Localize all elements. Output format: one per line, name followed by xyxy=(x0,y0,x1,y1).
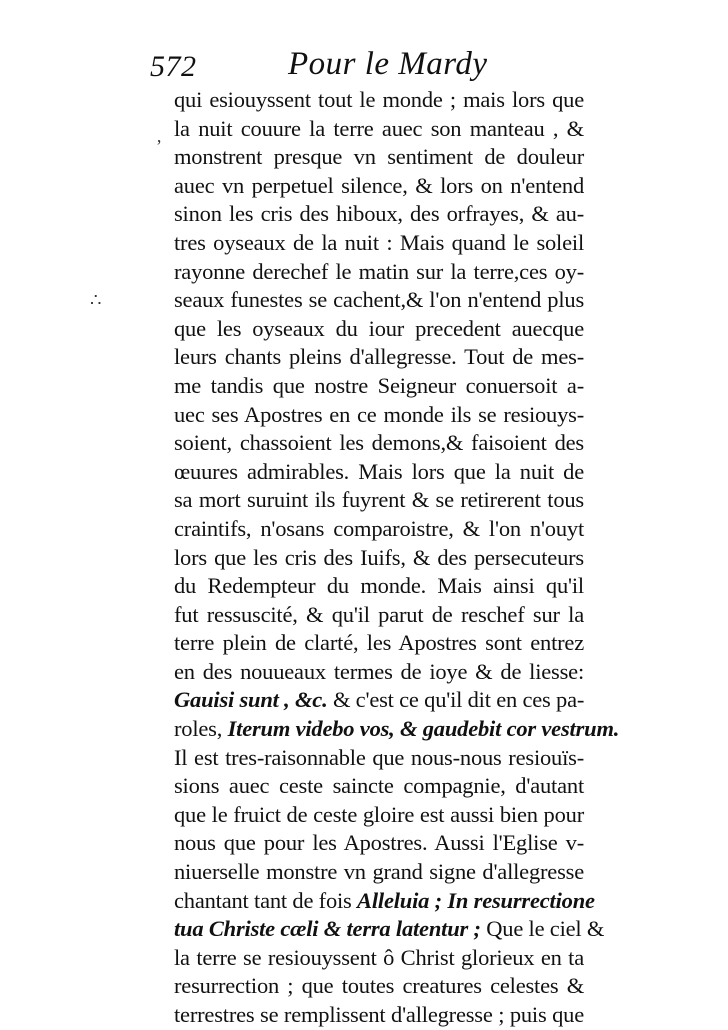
text-line: seaux funestes se cachent,& l'on n'entend plus xyxy=(174,287,584,313)
text-line: la nuit couure la terre auec son manteau , & xyxy=(174,115,584,141)
text-line: sa mort suruint ils fuyrent & se retirerent tous xyxy=(174,487,584,513)
text-line: niuerselle monstre vn grand signe d'allegresse xyxy=(174,859,584,885)
text-line: œuures admirables. Mais lors que la nuit de xyxy=(174,458,584,484)
text-line xyxy=(174,887,595,916)
text-line: que les oyseaux du iour precedent auecque xyxy=(174,315,584,341)
text-line: sinon les cris des hiboux, des orfrayes, & au- xyxy=(174,201,584,227)
line-roman-text: Que le ciel & xyxy=(480,916,605,942)
text-line: sions auec ceste saincte compagnie, d'autant xyxy=(174,773,584,799)
text-line xyxy=(174,715,620,744)
text-line xyxy=(174,915,605,944)
text-line: auec vn perpetuel silence, & lors on n'entend xyxy=(174,172,584,198)
text-line: uec ses Apostres en ce monde ils se resiouys- xyxy=(174,401,584,427)
text-line: terrestres se remplissent d'allegresse ; puis que xyxy=(174,1002,584,1027)
margin-mark: ʼ xyxy=(156,136,162,156)
margin-mark: ∴ xyxy=(90,290,102,310)
line-roman-text: chantant tant de fois xyxy=(174,887,358,913)
text-line: monstrent presque vn sentiment de douleur xyxy=(174,144,584,170)
line-roman-text: & c'est ce qu'il dit en ces pa- xyxy=(327,687,585,713)
latin-quotation: Alleluia ; In resurrectione xyxy=(357,887,595,913)
text-line xyxy=(174,686,584,715)
text-line: leurs chants pleins d'allegresse. Tout de mes- xyxy=(174,344,584,370)
text-line: terre plein de clarté, les Apostres sont entrez xyxy=(174,630,584,656)
text-line: Il est tres-raisonnable que nous-nous resiouïs- xyxy=(174,744,584,770)
text-line: nous que pour les Apostres. Aussi l'Eglise v- xyxy=(174,830,584,856)
line-roman-text: roles, xyxy=(174,716,228,742)
text-line: tres oyseaux de la nuit : Mais quand le soleil xyxy=(174,229,584,255)
text-line: en des nouueaux termes de ioye & de liesse: xyxy=(174,658,584,684)
page-header xyxy=(150,44,590,88)
page-number: 572 xyxy=(150,50,197,83)
latin-quotation: Gauisi sunt , &c. xyxy=(174,687,328,713)
latin-quotation: Iterum videbo vos, & gaudebit cor vestrum. xyxy=(227,716,620,742)
running-title: Pour le Mardy xyxy=(288,46,488,82)
text-line: qui esiouyssent tout le monde ; mais lors que xyxy=(174,87,584,112)
text-line: craintifs, n'osans comparoistre, & l'on n'ouyt xyxy=(174,515,584,541)
text-line: resurrection ; que toutes creatures celestes & xyxy=(174,973,584,999)
text-line: que le fruict de ceste gloire est aussi bien pour xyxy=(174,801,584,827)
text-line: du Redempteur du monde. Mais ainsi qu'il xyxy=(174,573,584,599)
latin-quotation: tua Christe cæli & terra latentur ; xyxy=(174,916,481,942)
body-text xyxy=(174,86,620,1030)
text-line: rayonne derechef le matin sur la terre,ces oy- xyxy=(174,258,584,284)
text-line: soient, chassoient les demons,& faisoient des xyxy=(174,430,584,456)
text-line: la terre se resiouyssent ô Christ glorieux en ta xyxy=(174,944,584,970)
text-line: lors que les cris des Iuifs, & des persecuteurs xyxy=(174,544,584,570)
text-line: me tandis que nostre Seigneur conuersoit a- xyxy=(174,372,584,398)
text-line: fut ressuscité, & qu'il parut de reschef sur la xyxy=(174,601,584,627)
